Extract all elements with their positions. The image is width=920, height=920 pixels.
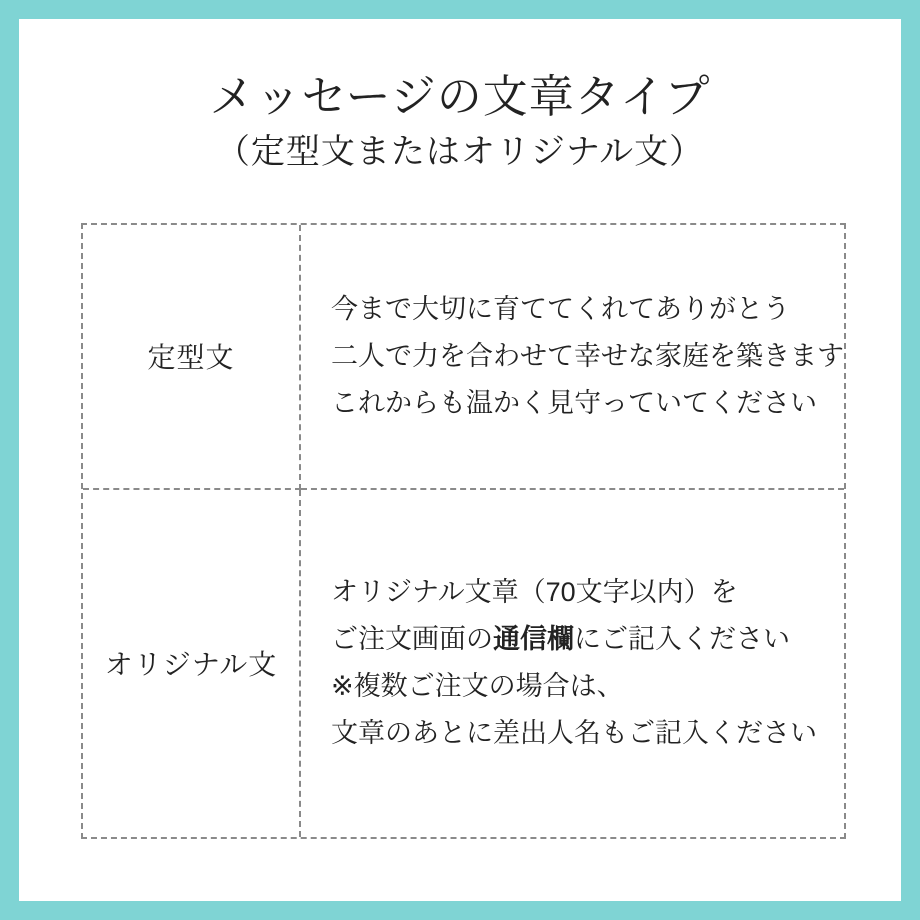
row-label-text: オリジナル文: [104, 649, 278, 681]
row-label-text: 定型文: [147, 342, 235, 374]
line-prefix: ご注文画面の: [331, 624, 493, 655]
original-text-instructions-cell: [301, 490, 844, 837]
message-line: ※複数ご注文の場合は、: [331, 671, 624, 702]
row-label-fixed-text: [83, 225, 301, 490]
bold-term-tsushinran: 通信欄: [493, 624, 574, 655]
message-line: オリジナル文章（70文字以内）を: [331, 577, 738, 608]
message-line: 今まで大切に育ててくれてありがとう: [331, 293, 790, 324]
fixed-text-example-cell: [301, 225, 844, 490]
page-subtitle: （定型文またはオリジナル文）: [215, 132, 705, 171]
message-type-table: [81, 223, 846, 839]
page-title: メッセージの文章タイプ: [209, 71, 711, 122]
row-label-original-text: [83, 490, 301, 837]
message-line: これからも温かく見守っていてください: [331, 387, 817, 418]
message-line: 二人で力を合わせて幸せな家庭を築きます: [331, 340, 844, 371]
message-line: [331, 616, 844, 663]
line-suffix: にご記入ください: [574, 624, 790, 655]
message-line: 文章のあとに差出人名もご記入ください: [331, 718, 817, 749]
